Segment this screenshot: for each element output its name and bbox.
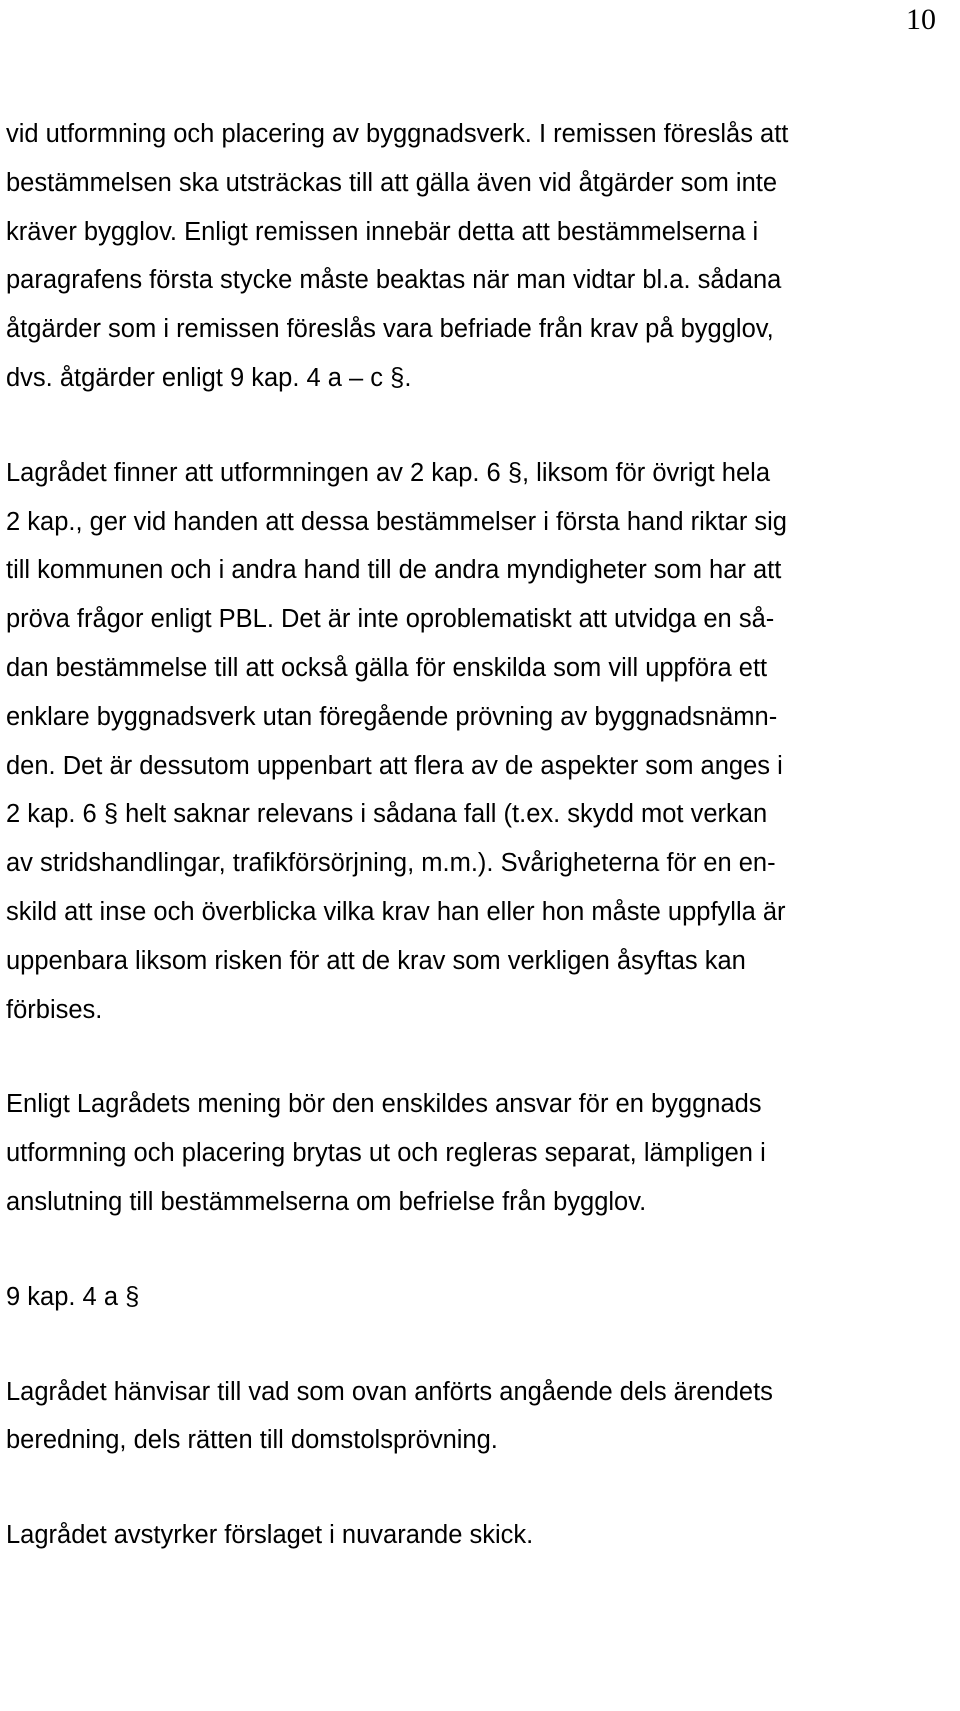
text-line: dan bestämmelse till att också gälla för enskilda som vill uppföra ett	[6, 653, 768, 682]
text-line: vid utformning och placering av byggnadsverk. I remissen föreslås att	[6, 120, 789, 148]
text-line: Lagrådet hänvisar till vad som ovan anförts angående dels ärendets	[6, 1377, 773, 1406]
text-line: Enligt Lagrådets mening bör den enskildes ansvar för en byggnads	[6, 1090, 762, 1119]
page-number: 10	[906, 3, 936, 36]
paragraph-avstyrker	[6, 1511, 946, 1560]
text-line: pröva frågor enligt PBL. Det är inte oproblematiskt att utvidga en så-	[6, 605, 775, 634]
text-line: skild att inse och överblicka vilka krav han eller hon måste uppfylla är	[6, 897, 786, 926]
text-line: 2 kap. 6 § helt saknar relevans i sådana fall (t.ex. skydd mot verkan	[6, 800, 768, 829]
text-line: av stridshandlingar, trafikförsörjning, m.m.). Svårigheterna för en en-	[6, 849, 776, 878]
section-heading	[6, 1273, 946, 1322]
paragraph-remiss	[6, 110, 946, 403]
text-line: Lagrådet avstyrker förslaget i nuvarande skick.	[6, 1521, 534, 1550]
document-body	[6, 110, 946, 1560]
text-line: uppenbara liksom risken för att de krav som verkligen åsyftas kan	[6, 946, 746, 975]
text-line: anslutning till bestämmelserna om befrielse från bygglov.	[6, 1187, 647, 1216]
section-heading-text: 9 kap. 4 a §	[6, 1282, 140, 1311]
text-line: utformning och placering brytas ut och regleras separat, lämpligen i	[6, 1139, 766, 1168]
paragraph-lagradets-mening	[6, 1080, 946, 1226]
text-line: åtgärder som i remissen föreslås vara befriade från krav på bygglov,	[6, 315, 774, 344]
text-line: enklare byggnadsverk utan föregående prövning av byggnadsnämn-	[6, 702, 778, 731]
text-line: Lagrådet finner att utformningen av 2 kap. 6 §, liksom för övrigt hela	[6, 458, 771, 487]
paragraph-hanvisar	[6, 1368, 946, 1466]
paragraph-lagradet-finner	[6, 449, 946, 1035]
text-line: till kommunen och i andra hand till de andra myndigheter som har att	[6, 556, 782, 585]
text-line: paragrafens första stycke måste beaktas när man vidtar bl.a. sådana	[6, 266, 782, 295]
text-line: beredning, dels rätten till domstolsprövning.	[6, 1426, 498, 1455]
text-line: 2 kap., ger vid handen att dessa bestämmelser i första hand riktar sig	[6, 507, 787, 536]
text-line: förbises.	[6, 995, 103, 1024]
text-line: kräver bygglov. Enligt remissen innebär detta att bestämmelserna i	[6, 217, 759, 246]
text-line: bestämmelsen ska utsträckas till att gälla även vid åtgärder som inte	[6, 168, 778, 197]
text-line: dvs. åtgärder enligt 9 kap. 4 a – c §.	[6, 363, 412, 392]
text-line: den. Det är dessutom uppenbart att flera av de aspekter som anges i	[6, 751, 783, 780]
